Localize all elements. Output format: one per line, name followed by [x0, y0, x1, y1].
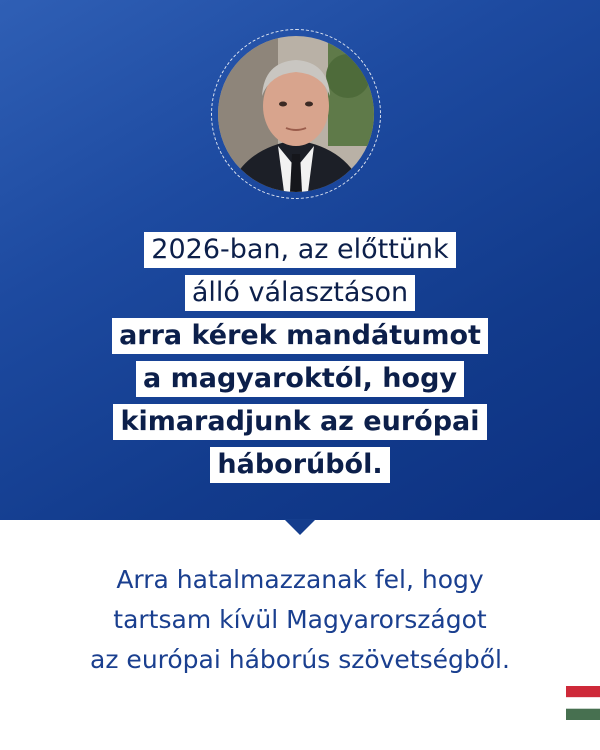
headline-line: arra kérek mandátumot: [0, 318, 600, 356]
portrait-icon: [218, 36, 374, 192]
subtext-paragraph: [0, 560, 600, 680]
subtext-line: tartsam kívül Magyarországot: [113, 605, 487, 634]
headline-line: 2026-ban, az előttünk: [0, 232, 600, 270]
headline-quote: [0, 232, 600, 490]
panel-pointer: [284, 519, 316, 535]
subtext-line: Arra hatalmazzanak fel, hogy: [116, 565, 484, 594]
hungarian-flag-icon: [566, 686, 600, 720]
headline-line: kimaradjunk az európai: [0, 404, 600, 442]
headline-line: álló választáson: [0, 275, 600, 313]
subtext-line: az európai háborús szövetségből.: [90, 645, 510, 674]
headline-line: a magyaroktól, hogy: [0, 361, 600, 399]
headline-line: háborúból.: [0, 447, 600, 485]
